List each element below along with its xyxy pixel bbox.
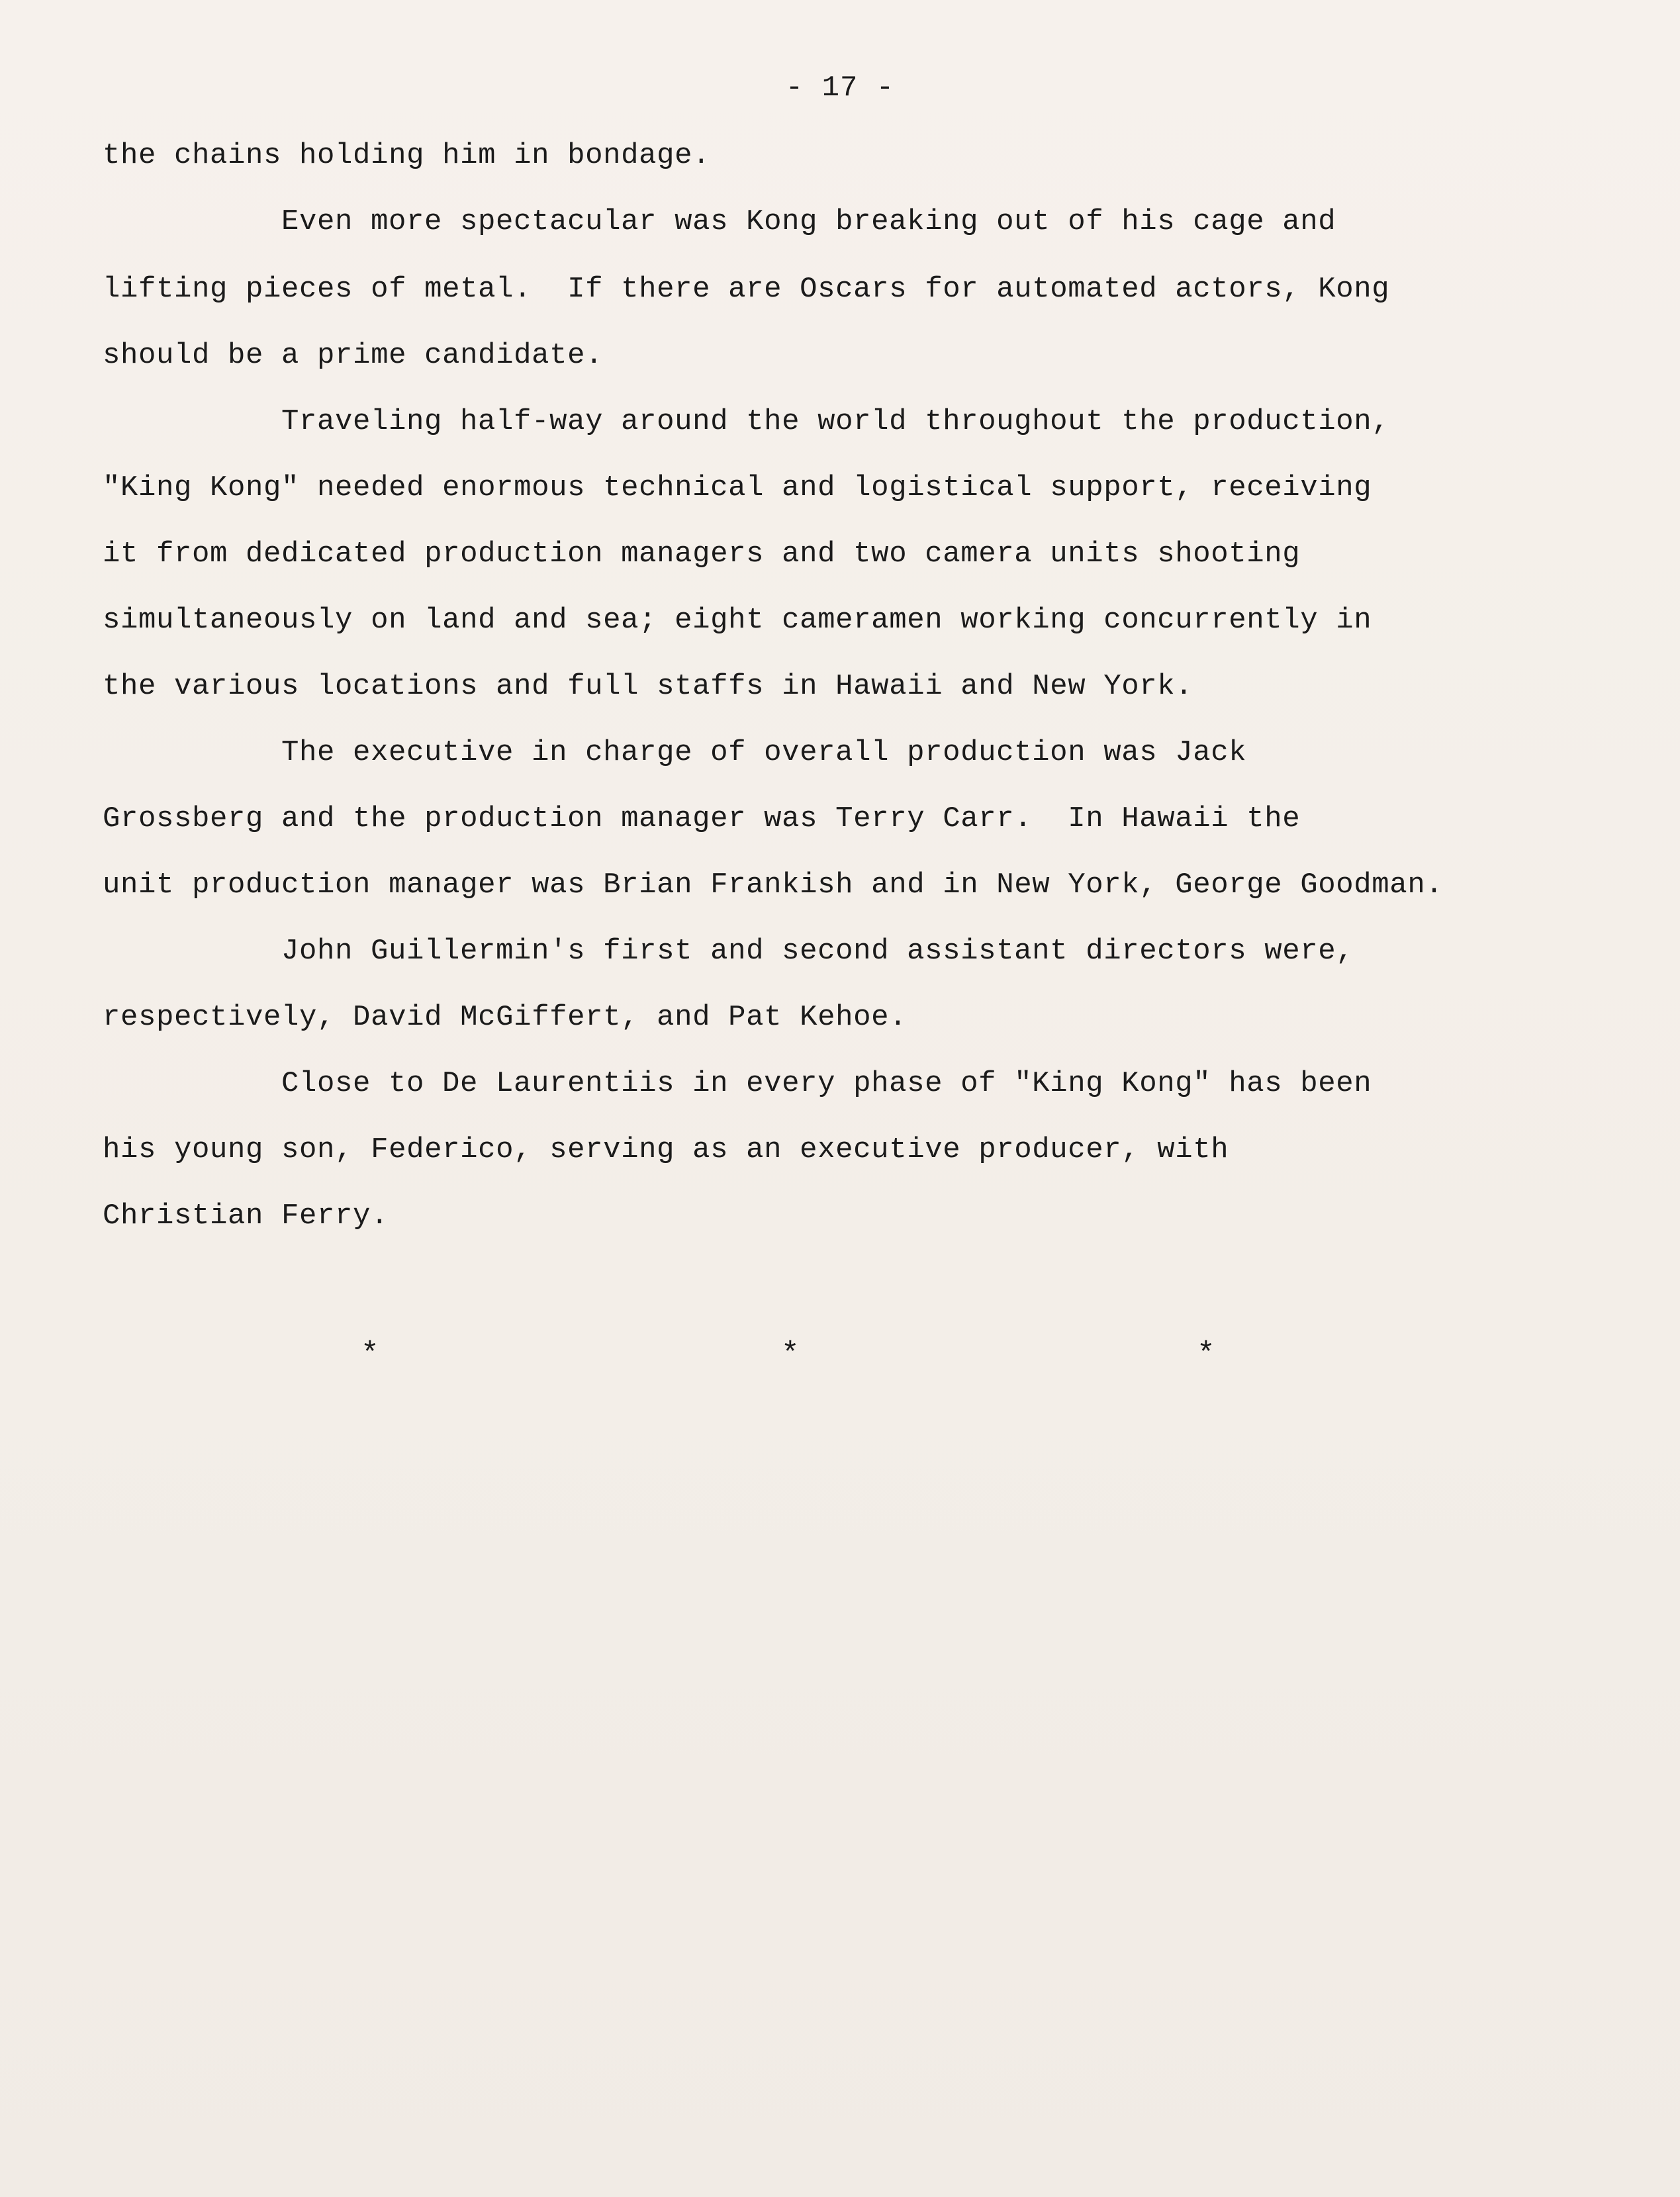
text-line: Traveling half-way around the world throughout the production, [281, 405, 1390, 438]
text-line: the various locations and full staffs in Hawaii and New York. [103, 670, 1193, 703]
text-line: "King Kong" needed enormous technical and logistical support, receiving [103, 471, 1372, 504]
text-line: should be a prime candidate. [103, 339, 604, 372]
text-line: The executive in charge of overall production was Jack [281, 736, 1247, 769]
section-separator-star: * [1197, 1337, 1215, 1372]
text-line: unit production manager was Brian Frankish and in New York, George Goodman. [103, 868, 1444, 902]
text-line: lifting pieces of metal. If there are Oscars for automated actors, Kong [103, 273, 1390, 306]
text-line: it from dedicated production managers and two camera units shooting [103, 538, 1301, 571]
text-line: Grossberg and the production manager was Terry Carr. In Hawaii the [103, 802, 1301, 835]
text-line: John Guillermin's first and second assistant directors were, [281, 935, 1354, 968]
text-line: the chains holding him in bondage. [103, 139, 711, 172]
page-number: - 17 - [785, 71, 895, 105]
text-line: Christian Ferry. [103, 1199, 389, 1233]
section-separator-star: * [781, 1337, 800, 1372]
text-line: Close to De Laurentiis in every phase of "King Kong" has been [281, 1067, 1372, 1100]
section-separator-star: * [361, 1337, 379, 1372]
text-line: respectively, David McGiffert, and Pat Kehoe. [103, 1001, 908, 1034]
text-line: simultaneously on land and sea; eight cameramen working concurrently in [103, 604, 1372, 637]
text-line: Even more spectacular was Kong breaking out of his cage and [281, 205, 1336, 238]
text-line: his young son, Federico, serving as an executive producer, with [103, 1133, 1229, 1166]
